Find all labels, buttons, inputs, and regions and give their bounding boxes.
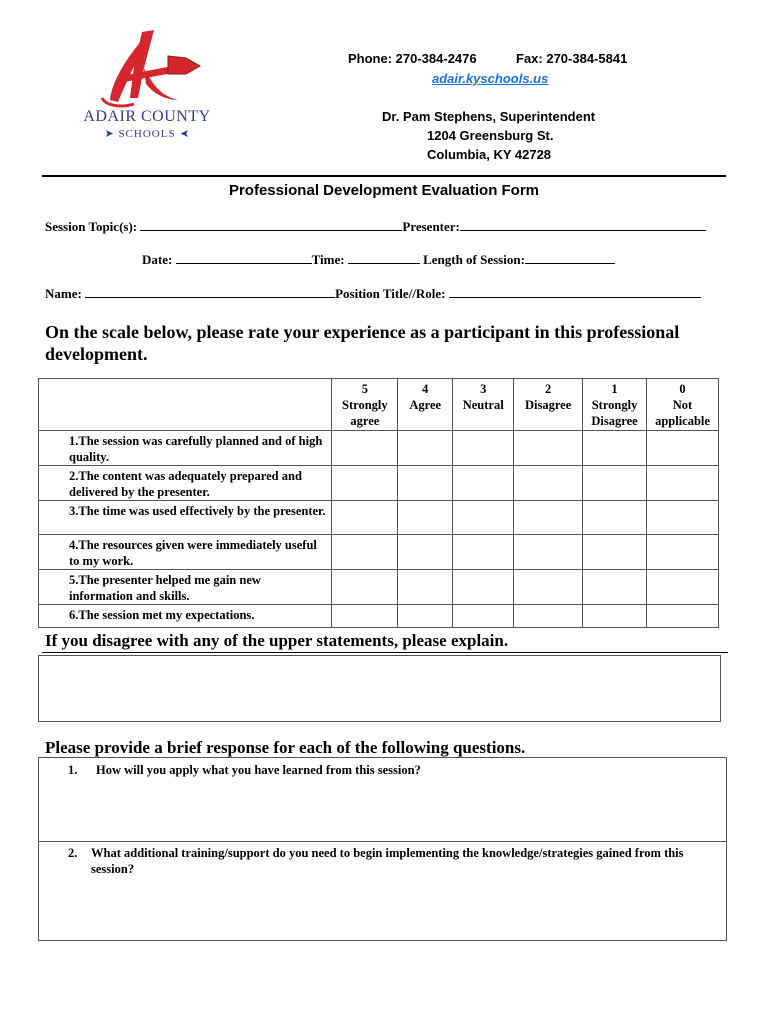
fax-number: Fax: 270-384-5841 xyxy=(516,51,628,66)
scale-3-header: 3 Neutral xyxy=(453,379,514,431)
address-city: Columbia, KY 42728 xyxy=(427,147,552,162)
logo-school-subtitle: ➤ SCHOOLS ➤ xyxy=(104,128,190,140)
rating-cell-2[interactable] xyxy=(514,501,583,535)
question-2-text: What additional training/support do you need to begin implementing the knowledge/strategies gained from this session? xyxy=(91,846,684,876)
statement-row xyxy=(39,570,719,605)
logo-school-name: ADAIR COUNTY xyxy=(83,108,211,125)
rating-cell-5[interactable] xyxy=(332,501,398,535)
question-1-number: 1. xyxy=(68,763,78,777)
feather-left-icon: ➤ xyxy=(104,128,115,140)
rating-cell-3[interactable] xyxy=(453,605,514,628)
rating-table xyxy=(38,378,719,628)
time-field[interactable] xyxy=(348,251,420,264)
statement-text: 6.The session met my expectations. xyxy=(39,605,332,628)
rating-cell-2[interactable] xyxy=(514,431,583,466)
rating-cell-4[interactable] xyxy=(398,501,453,535)
superintendent-name: Dr. Pam Stephens, Superintendent xyxy=(382,109,596,124)
name-label: Name: xyxy=(45,286,82,301)
statement-text: 5.The presenter helped me gain new information and skills. xyxy=(39,570,332,605)
rating-cell-2[interactable] xyxy=(514,605,583,628)
session-topic-field[interactable] xyxy=(140,218,402,231)
scale-1-header: 1 Strongly Disagree xyxy=(583,379,647,431)
rating-cell-3[interactable] xyxy=(453,501,514,535)
rating-cell-4[interactable] xyxy=(398,570,453,605)
header-divider xyxy=(42,175,726,177)
rating-cell-1[interactable] xyxy=(583,431,647,466)
rating-cell-4[interactable] xyxy=(398,466,453,501)
questions-box xyxy=(38,757,727,941)
date-field[interactable] xyxy=(176,251,312,264)
question-2-number: 2. xyxy=(68,846,78,860)
address-street: 1204 Greensburg St. xyxy=(427,128,554,143)
scale-0-header: 0 Not applicable xyxy=(647,379,719,431)
form-title: Professional Development Evaluation Form xyxy=(228,182,540,199)
time-label: Time: xyxy=(311,252,345,267)
answer-2-field[interactable] xyxy=(41,882,724,938)
rating-instructions: On the scale below, please rate your experience as a participant in this professional development. xyxy=(45,322,680,364)
phone-number: Phone: 270-384-2476 xyxy=(348,51,477,66)
rating-cell-1[interactable] xyxy=(583,501,647,535)
statement-row xyxy=(39,605,719,628)
name-position-row xyxy=(45,285,701,302)
rating-cell-1[interactable] xyxy=(583,466,647,501)
explain-textarea[interactable] xyxy=(38,655,721,722)
rating-cell-0[interactable] xyxy=(647,431,719,466)
rating-cell-2[interactable] xyxy=(514,535,583,570)
statement-row xyxy=(39,535,719,570)
rating-cell-0[interactable] xyxy=(647,501,719,535)
rating-cell-5[interactable] xyxy=(332,466,398,501)
presenter-label: Presenter: xyxy=(402,219,460,234)
rating-cell-3[interactable] xyxy=(453,570,514,605)
date-time-row xyxy=(142,251,615,268)
name-field[interactable] xyxy=(85,285,335,298)
length-field[interactable] xyxy=(525,251,615,264)
length-label: Length of Session: xyxy=(423,252,525,267)
header-blank-cell xyxy=(39,379,332,431)
rating-cell-0[interactable] xyxy=(647,466,719,501)
rating-cell-4[interactable] xyxy=(398,431,453,466)
explain-heading: If you disagree with any of the upper statements, please explain. xyxy=(45,631,509,650)
explain-underline xyxy=(42,652,728,653)
rating-cell-2[interactable] xyxy=(514,466,583,501)
statement-text: 4.The resources given were immediately useful to my work. xyxy=(39,535,332,570)
rating-cell-5[interactable] xyxy=(332,570,398,605)
question-1-text: How will you apply what you have learned from this session? xyxy=(96,763,421,777)
questions-divider xyxy=(39,841,726,842)
rating-cell-5[interactable] xyxy=(332,535,398,570)
session-topic-row xyxy=(45,218,706,235)
statement-text: 2.The content was adequately prepared and delivered by the presenter. xyxy=(39,466,332,501)
website-link[interactable]: adair.kyschools.us xyxy=(432,71,549,86)
rating-cell-5[interactable] xyxy=(332,431,398,466)
arrowhead-a-logo-icon xyxy=(82,28,222,108)
statement-text: 3.The time was used effectively by the presenter. xyxy=(39,501,332,535)
rating-cell-2[interactable] xyxy=(514,570,583,605)
statement-row xyxy=(39,431,719,466)
position-field[interactable] xyxy=(449,285,701,298)
rating-cell-3[interactable] xyxy=(453,431,514,466)
questions-heading: Please provide a brief response for each of the following questions. xyxy=(45,738,526,757)
rating-header-row xyxy=(39,379,719,431)
rating-cell-5[interactable] xyxy=(332,605,398,628)
rating-cell-1[interactable] xyxy=(583,605,647,628)
presenter-field[interactable] xyxy=(460,218,706,231)
rating-cell-3[interactable] xyxy=(453,535,514,570)
statement-row xyxy=(39,501,719,535)
rating-cell-0[interactable] xyxy=(647,535,719,570)
rating-cell-4[interactable] xyxy=(398,605,453,628)
scale-4-header: 4 Agree xyxy=(398,379,453,431)
position-label: Position Title//Role: xyxy=(335,286,446,301)
scale-5-header: 5 Strongly agree xyxy=(332,379,398,431)
answer-1-field[interactable] xyxy=(41,782,724,840)
scale-2-header: 2 Disagree xyxy=(514,379,583,431)
rating-cell-0[interactable] xyxy=(647,605,719,628)
feather-right-icon: ➤ xyxy=(179,128,190,140)
rating-cell-1[interactable] xyxy=(583,535,647,570)
rating-cell-3[interactable] xyxy=(453,466,514,501)
rating-cell-1[interactable] xyxy=(583,570,647,605)
rating-cell-4[interactable] xyxy=(398,535,453,570)
session-topic-label: Session Topic(s): xyxy=(45,219,138,234)
statement-row xyxy=(39,466,719,501)
date-label: Date: xyxy=(142,252,173,267)
rating-cell-0[interactable] xyxy=(647,570,719,605)
statement-text: 1.The session was carefully planned and of high quality. xyxy=(39,431,332,466)
